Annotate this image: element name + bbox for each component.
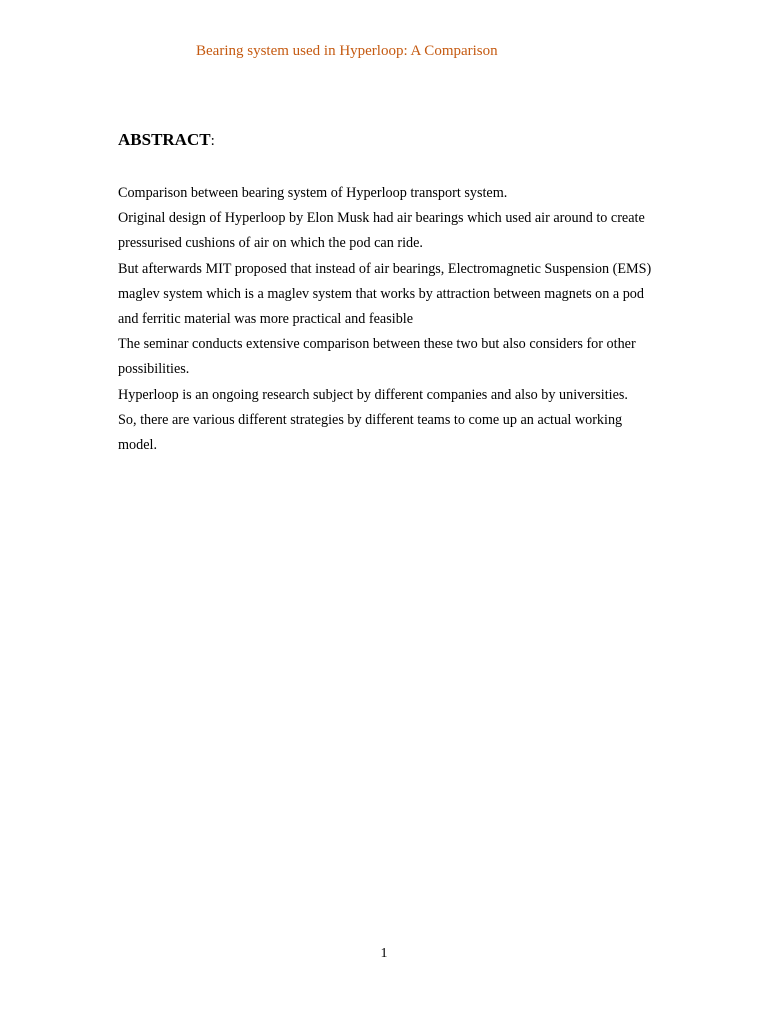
body-line: pressurised cushions of air on which the pod can ride. (118, 235, 423, 252)
body-line: model. (118, 436, 158, 453)
running-header-title: Bearing system used in Hyperloop: A Comparison (196, 43, 498, 59)
body-line: and ferritic material was more practical and feasible (118, 310, 414, 327)
body-line: So, there are various different strategies by different teams to come up an actual working (118, 411, 623, 428)
body-line: The seminar conducts extensive comparison between these two but also considers for other (118, 336, 636, 353)
abstract-body (118, 181, 678, 458)
section-heading-text: ABSTRACT (118, 130, 211, 149)
body-line: Original design of Hyperloop by Elon Musk had air bearings which used air around to create (118, 210, 645, 227)
body-line: Comparison between bearing system of Hyperloop transport system. (118, 185, 508, 201)
body-line: maglev system which is a maglev system that works by attraction between magnets on a pod (118, 285, 644, 302)
section-heading (118, 129, 215, 152)
body-line: possibilities. (118, 361, 190, 378)
body-line: Hyperloop is an ongoing research subject by different companies and also by universities. (118, 386, 628, 403)
body-line: But afterwards MIT proposed that instead of air bearings, Electromagnetic Suspension (EMS) (118, 260, 652, 277)
section-heading-colon: : (210, 133, 215, 149)
page-number: 1 (380, 946, 388, 961)
